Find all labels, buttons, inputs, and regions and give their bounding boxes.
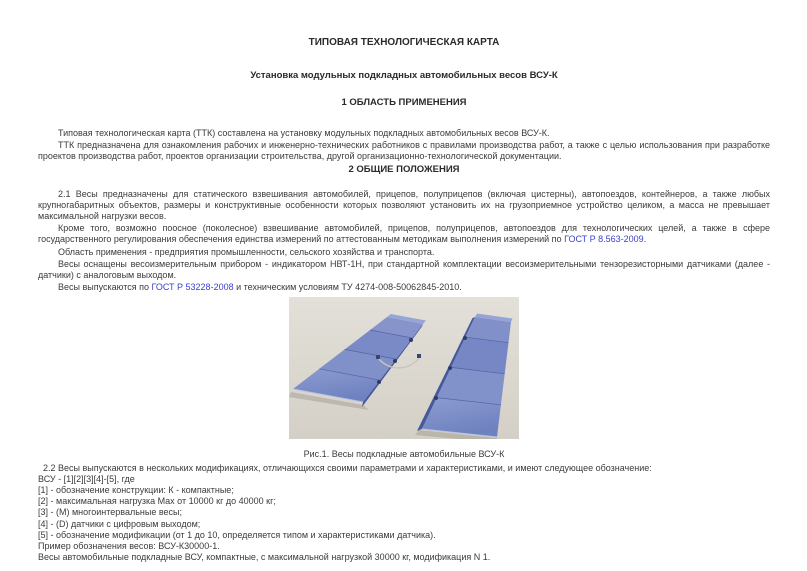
scales-photo-image [289,297,519,439]
designation-line: 2.2 Весы выпускаются в нескольких модификациях, отличающихся своими параметрами и характеристиками, и имеют следующее обозначение: [43,462,652,473]
section-1-heading: 1 ОБЛАСТЬ ПРИМЕНЕНИЯ [341,97,467,108]
designation-line: Весы автомобильные подкладные ВСУ, компактные, с максимальной нагрузкой 30000 кг, модификация N 1. [38,552,491,563]
figure [38,297,770,460]
page-title: ТИПОВАЯ ТЕХНОЛОГИЧЕСКАЯ КАРТА [308,37,500,48]
designation-line: [2] - максимальная нагрузка Max от 10000 кг до 40000 кг; [38,496,276,507]
paragraph-vesy-vypuskayutsya [38,282,770,293]
designation-line: ВСУ - [1][2][3][4]-[5], где [38,473,135,484]
text-segment: Весы выпускаются по [58,282,152,293]
paragraph-2-1: 2.1 Весы предназначены для статического взвешивания автомобилей, прицепов, полуприцепов (включая цистерны), автопоездов, контейнеров, а также любых крупногабаритных объектов, размеры и конструктивные особенности которых позволяют установить их на грузоприемное устройство целиком, а масса не превышает максимальной нагрузки весов. [38,188,770,222]
paragraph-ttk-sostavlena: Типовая технологическая карта (ТТК) составлена на установку модульных подкладных автомобильных весов ВСУ-К. [58,128,550,138]
text-segment: Кроме того, возможно поосное (поколесное) взвешивание автомобилей, прицепов, полуприцепов, автопоездов для технологических целей, а также в сфере государственного регулирования обеспечения единства измерений по аттестованным методикам выполнения измерений по [38,223,770,245]
gost-link[interactable]: ГОСТ Р 53228-2008 [151,282,234,293]
figure-caption: Рис.1. Весы подкладные автомобильные ВСУ-К [303,449,505,460]
section-2-heading: 2 ОБЩИЕ ПОЛОЖЕНИЯ [348,163,460,175]
text-segment: . [643,234,647,245]
designation-line: [3] - (М) многоинтервальные весы; [38,507,183,518]
paragraph-ttk-prednaznachena: ТТК предназначена для ознакомления рабочих и инженерно-технических работников с правилами производства работ, а также с целью использования при разработке проектов производства работ, проектов организации строительства, другой организационно-технологической документации. [38,140,770,162]
designation-line: [1] - обозначение конструкции: К - компактные; [38,485,234,496]
text-segment: и техническим условиям ТУ 4274-008-50062845-2010. [233,282,462,293]
gost-link[interactable]: ГОСТ Р 8.563-2009 [564,234,644,245]
paragraph-oblast-primeneniya: Область применения - предприятия промышленности, сельского хозяйства и транспорта. [58,246,435,257]
designation-line: [5] - обозначение модификации (от 1 до 10, определяется типом и характеристиками датчика). [38,529,436,540]
designation-line: [4] - (D) датчики с цифровым выходом; [38,518,201,529]
paragraph-vesy-osnascheny: Весы оснащены весоизмерительным прибором - индикатором НВТ-1Н, при стандартной комплектации весоизмерительными тензорезисторными датчиками (далее - датчики) с аналоговым выходом. [38,258,770,281]
designation-block [38,463,770,564]
document-subtitle: Установка модульных подкладных автомобильных весов ВСУ-К [250,70,558,81]
designation-line: Пример обозначения весов: ВСУ-К30000-1. [38,541,220,552]
paragraph-krome-togo [38,223,770,245]
